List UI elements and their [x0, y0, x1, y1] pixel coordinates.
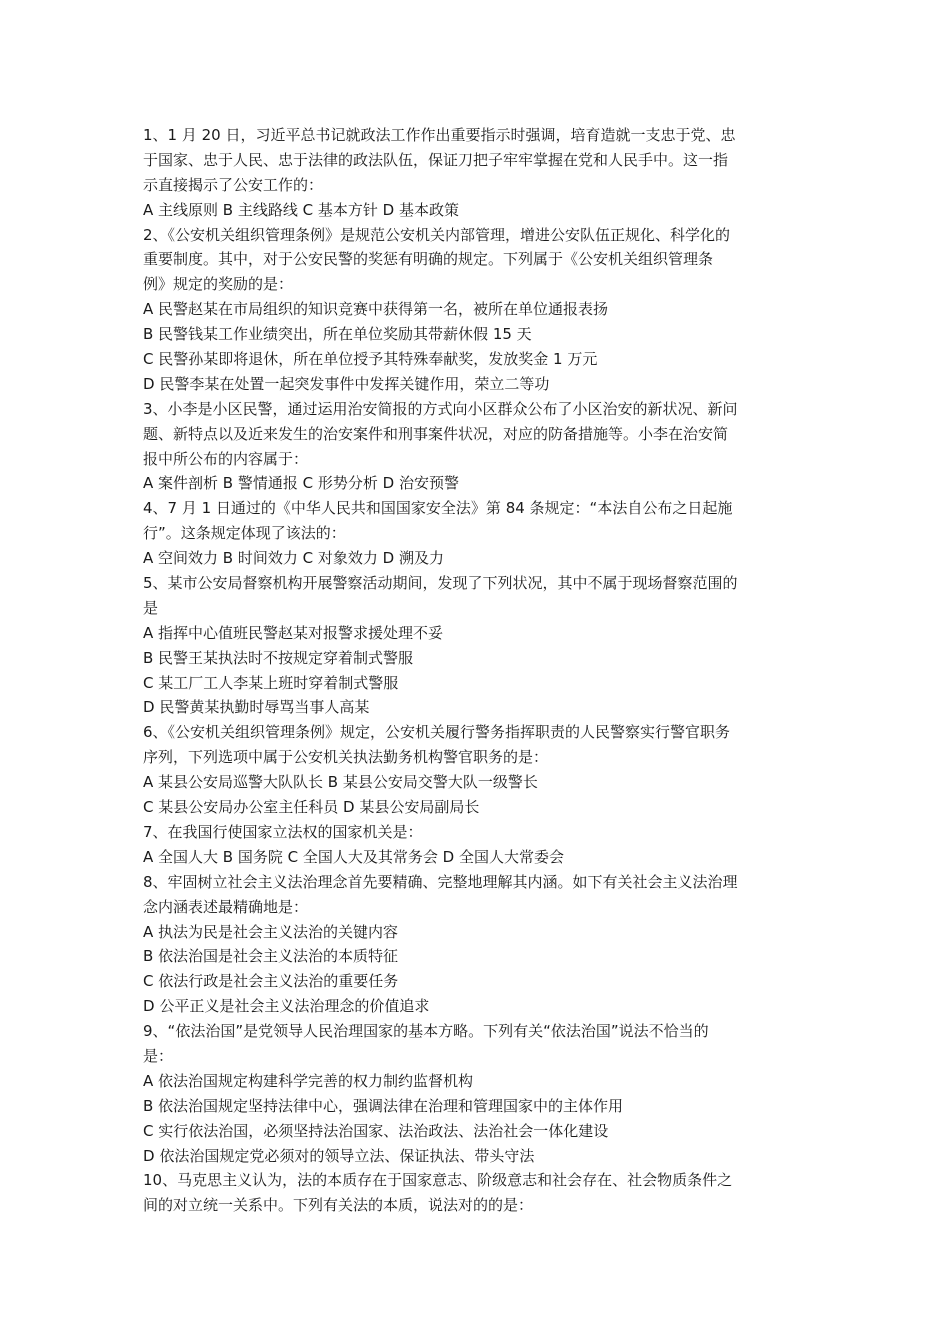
- text-line: 于国家、忠于人民、忠于法律的政法队伍，保证刀把子牢牢掌握在党和人民手中。这一指: [143, 150, 729, 169]
- text-line: A 执法为民是社会主义法治的关键内容: [143, 922, 399, 941]
- text-line: 2、《公安机关组织管理条例》是规范公安机关内部管理，增进公安队伍正规化、科学化的: [143, 225, 731, 244]
- text-line: 3、小李是小区民警，通过运用治安简报的方式向小区群众公布了小区治安的新状况、新问: [143, 399, 738, 418]
- text-line: 示直接揭示了公安工作的：: [143, 175, 324, 194]
- text-line: B 依法治国规定坚持法律中心，强调法律在治理和管理国家中的主体作用: [143, 1096, 624, 1115]
- text-line: 7、在我国行使国家立法权的国家机关是：: [143, 822, 423, 841]
- text-line: C 某县公安局办公室主任科员 D 某县公安局副局长: [143, 798, 480, 817]
- text-line: A 民警赵某在市局组织的知识竞赛中获得第一名，被所在单位通报表扬: [143, 300, 609, 319]
- text-line: C 依法行政是社会主义法治的重要任务: [143, 972, 399, 991]
- text-line: 题、新特点以及近来发生的治安案件和刑事案件状况，对应的防备措施等。小李在治安简: [143, 424, 729, 443]
- text-line: 间的对立统一关系中。下列有关法的本质，说法对的的是：: [143, 1196, 534, 1215]
- text-line: 8、牢固树立社会主义法治理念首先要精确、完整地理解其内涵。如下有关社会主义法治理: [143, 872, 738, 891]
- text-line: 念内涵表述最精确地是：: [143, 897, 309, 916]
- document-body: [143, 123, 809, 1218]
- text-line: 是：: [143, 1046, 174, 1065]
- text-line: D 依法治国规定党必须对的领导立法、保证执法、带头守法: [143, 1146, 535, 1165]
- text-line: A 全国人大 B 国务院 C 全国人大及其常务会 D 全国人大常委会: [143, 847, 564, 866]
- text-line: 报中所公布的内容属于：: [143, 449, 309, 468]
- text-line: 9、“依法治国”是党领导人民治理国家的基本方略。下列有关“依法治国”说法不恰当的: [143, 1022, 709, 1041]
- text-line: A 主线原则 B 主线路线 C 基本方针 D 基本政策: [143, 200, 459, 219]
- text-line: 4、7 月 1 日通过的《中华人民共和国国家安全法》第 84 条规定：“本法自公布之日起施: [143, 499, 733, 518]
- text-line: 序列，下列选项中属于公安机关执法勤务机构警官职务的是：: [143, 748, 549, 767]
- text-line: C 实行依法治国，必须坚持法治国家、法治政法、法治社会一体化建设: [143, 1121, 609, 1140]
- text-line: C 某工厂工人李某上班时穿着制式警服: [143, 673, 399, 692]
- text-line: 行”。这条规定体现了该法的：: [143, 524, 346, 543]
- text-line: 重要制度。其中，对于公安民警的奖惩有明确的规定。下列属于《公安机关组织管理条: [143, 250, 714, 269]
- text-line: D 民警黄某执勤时辱骂当事人高某: [143, 698, 370, 717]
- text-line: A 某县公安局巡警大队队长 B 某县公安局交警大队一级警长: [143, 773, 538, 792]
- text-line: D 公平正义是社会主义法治理念的价值追求: [143, 997, 430, 1016]
- text-line: B 民警钱某工作业绩突出，所在单位奖励其带薪休假 15 天: [143, 325, 532, 344]
- text-line: 6、《公安机关组织管理条例》规定，公安机关履行警务指挥职责的人民警察实行警官职务: [143, 723, 731, 742]
- text-line: 是: [143, 598, 159, 617]
- text-line: A 案件剖析 B 警情通报 C 形势分析 D 治安预警: [143, 474, 459, 493]
- text-line: 1、1 月 20 日，习近平总书记就政法工作作出重要指示时强调，培育造就一支忠于党、忠: [143, 126, 736, 144]
- text-line: 例》规定的奖励的是：: [143, 275, 294, 294]
- text-line: A 指挥中心值班民警赵某对报警求援处理不妥: [143, 623, 444, 642]
- text-line: 5、某市公安局督察机构开展警察活动期间，发现了下列状况，其中不属于现场督察范围的: [143, 574, 738, 593]
- text-line: B 民警王某执法时不按规定穿着制式警服: [143, 648, 414, 667]
- text-line: B 依法治国是社会主义法治的本质特征: [143, 947, 399, 966]
- text-line: D 民警李某在处置一起突发事件中发挥关键作用，荣立二等功: [143, 374, 550, 393]
- text-line: A 空间效力 B 时间效力 C 对象效力 D 溯及力: [143, 549, 444, 568]
- text-line: C 民警孙某即将退休，所在单位授予其特殊奉献奖，发放奖金 1 万元: [143, 350, 598, 369]
- text-line: A 依法治国规定构建科学完善的权力制约监督机构: [143, 1071, 474, 1090]
- text-line: 10、马克思主义认为，法的本质存在于国家意志、阶级意志和社会存在、社会物质条件之: [143, 1171, 733, 1190]
